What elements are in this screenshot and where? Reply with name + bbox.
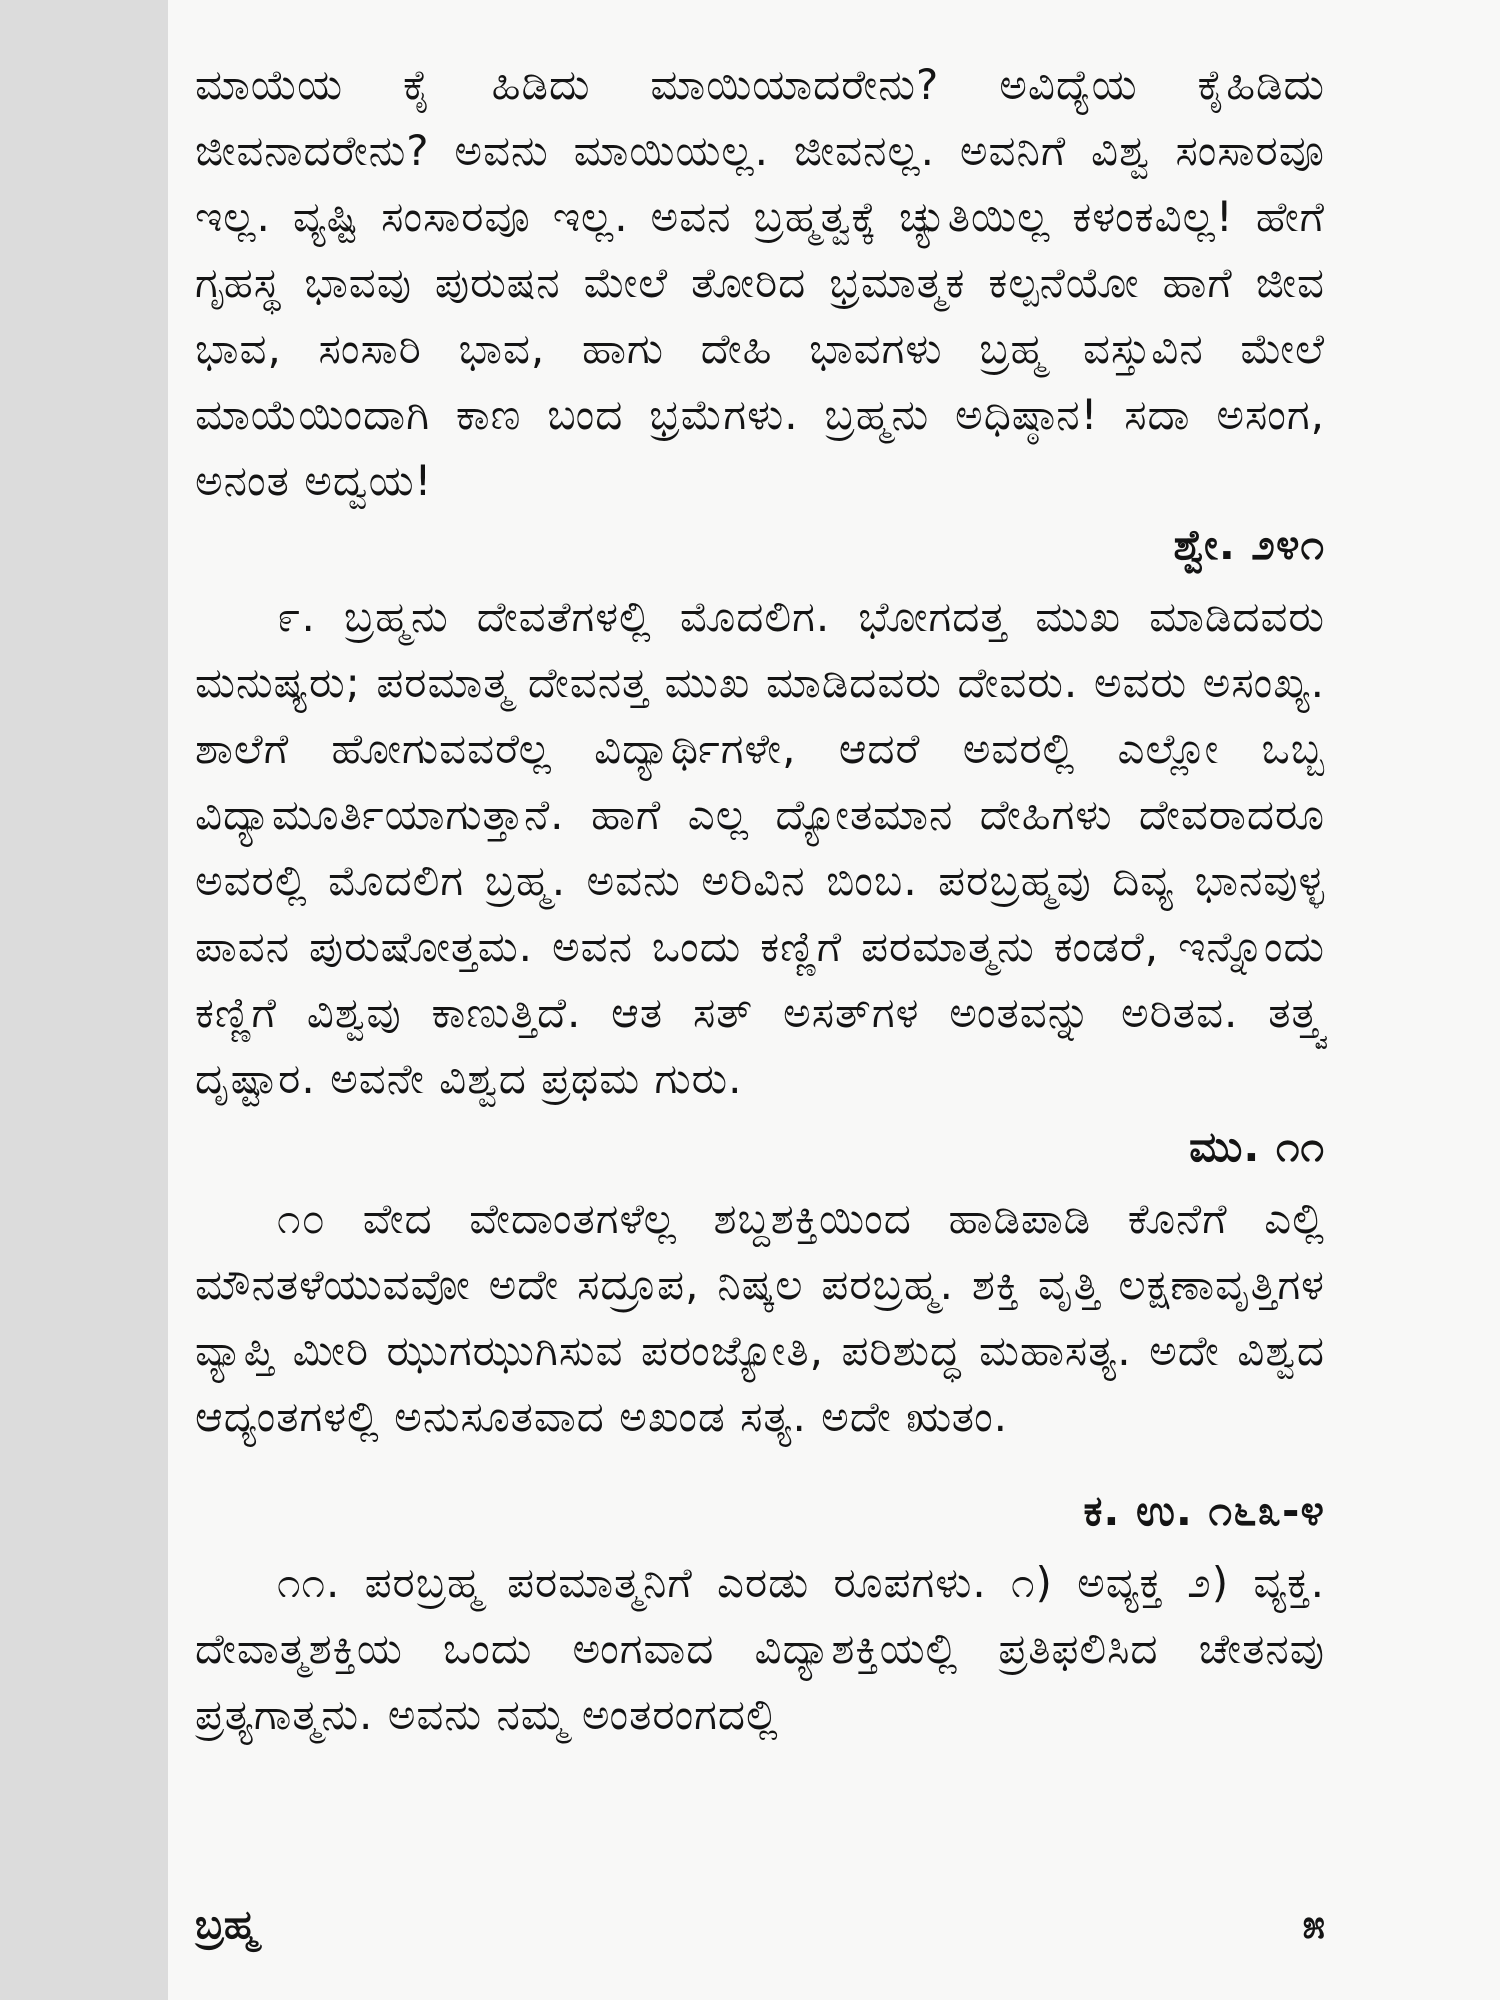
verse-reference-3: ಕ. ಉ. ೧೬೩-೪	[1083, 1486, 1325, 1535]
paragraph-11: ೧೧. ಪರಬ್ರಹ್ಮ ಪರಮಾತ್ಮನಿಗೆ ಎರಡು ರೂಪಗಳು. ೧) ಅವ್ಯಕ್ತ ೨) ವ್ಯಕ್ತ. ದೇವಾತ್ಮಶಕ್ತಿಯ ಒಂದು ಅಂಗವಾದ ವಿದ್ಯಾಶಕ್ತಿಯಲ್ಲಿ ಪ್ರತಿಫಲಿಸಿದ ಚೇತನವು ಪ್ರತ್ಯಗಾತ್ಮನು. ಅವನು ನಮ್ಮ ಅಂತರಂಗದಲ್ಲಿ	[195, 1558, 1325, 1739]
paragraph-1: ಮಾಯೆಯ ಕೈ ಹಿಡಿದು ಮಾಯಿಯಾದರೇನು? ಅವಿದ್ಯೆಯ ಕೈಹಿಡಿದು ಜೀವನಾದರೇನು? ಅವನು ಮಾಯಿಯಲ್ಲ. ಜೀವನಲ್ಲ. ಅವನಿಗೆ ವಿಶ್ವ ಸಂಸಾರವೂ ಇಲ್ಲ. ವ್ಯಷ್ಟಿ ಸಂಸಾರವೂ ಇಲ್ಲ. ಅವನ ಬ್ರಹ್ಮತ್ವಕ್ಕೆ ಚ್ಯುತಿಯಿಲ್ಲ ಕಳಂಕವಿಲ್ಲ! ಹೇಗೆ ಗೃಹಸ್ಥ ಭಾವವು ಪುರುಷನ ಮೇಲೆ ತೋರಿದ ಭ್ರಮಾತ್ಮಕ ಕಲ್ಪನೆಯೋ ಹಾಗೆ ಜೀವ ಭಾವ, ಸಂಸಾರಿ ಭಾವ, ಹಾಗು ದೇಹಿ ಭಾವಗಳು ಬ್ರಹ್ಮ ವಸ್ತುವಿನ ಮೇಲೆ ಮಾಯೆಯಿಂದಾಗಿ ಕಾಣ ಬಂದ ಭ್ರಮೆಗಳು. ಬ್ರಹ್ಮನು ಅಧಿಷ್ಠಾನ! ಸದಾ ಅಸಂಗ, ಅನಂತ ಅದ್ವಯ!	[195, 60, 1325, 505]
paragraph-9: ೯. ಬ್ರಹ್ಮನು ದೇವತೆಗಳಲ್ಲಿ ಮೊದಲಿಗ. ಭೋಗದತ್ತ ಮುಖ ಮಾಡಿದವರು ಮನುಷ್ಯರು; ಪರಮಾತ್ಮ ದೇವನತ್ತ ಮುಖ ಮಾಡಿದವರು ದೇವರು. ಅವರು ಅಸಂಖ್ಯ. ಶಾಲೆಗೆ ಹೋಗುವವರೆಲ್ಲ ವಿದ್ಯಾರ್ಥಿಗಳೇ, ಆದರೆ ಅವರಲ್ಲಿ ಎಲ್ಲೋ ಒಬ್ಬ ವಿದ್ಯಾಮೂರ್ತಿಯಾಗುತ್ತಾನೆ. ಹಾಗೆ ಎಲ್ಲ ದ್ಯೋತಮಾನ ದೇಹಿಗಳು ದೇವರಾದರೂ ಅವರಲ್ಲಿ ಮೊದಲಿಗ ಬ್ರಹ್ಮ. ಅವನು ಅರಿವಿನ ಬಿಂಬ. ಪರಬ್ರಹ್ಮವು ದಿವ್ಯ ಭಾನವುಳ್ಳ ಪಾವನ ಪುರುಷೋತ್ತಮ. ಅವನ ಒಂದು ಕಣ್ಣಿಗೆ ಪರಮಾತ್ಮನು ಕಂಡರೆ, ಇನ್ನೊಂದು ಕಣ್ಣಿಗೆ ವಿಶ್ವವು ಕಾಣುತ್ತಿದೆ. ಆತ ಸತ್ ಅಸತ್‌ಗಳ ಅಂತವನ್ನು ಅರಿತವ. ತತ್ತ್ವ ದೃಷ್ಟಾರ. ಅವನೇ ವಿಶ್ವದ ಪ್ರಥಮ ಗುರು.	[195, 592, 1325, 1103]
paragraph-10: ೧೦ ವೇದ ವೇದಾಂತಗಳೆಲ್ಲ ಶಬ್ದಶಕ್ತಿಯಿಂದ ಹಾಡಿಪಾಡಿ ಕೊನೆಗೆ ಎಲ್ಲಿ ಮೌನತಳೆಯುವವೋ ಅದೇ ಸದ್ರೂಪ, ನಿಷ್ಕಲ ಪರಬ್ರಹ್ಮ. ಶಕ್ತಿ ವೃತ್ತಿ ಲಕ್ಷಣಾವೃತ್ತಿಗಳ ವ್ಯಾಪ್ತಿ ಮೀರಿ ಝುಗಝುಗಿಸುವ ಪರಂಜ್ಯೋತಿ, ಪರಿಶುದ್ಧ ಮಹಾಸತ್ಯ. ಅದೇ ವಿಶ್ವದ ಆದ್ಯಂತಗಳಲ್ಲಿ ಅನುಸೂತವಾದ ಅಖಂಡ ಸತ್ಯ. ಅದೇ ಋತಂ.	[195, 1194, 1325, 1441]
page-number: ೫	[1302, 1902, 1325, 1948]
scan-margin	[0, 0, 168, 2000]
verse-reference-1: ಶ್ವೇ. ೨೪೧	[1173, 520, 1325, 569]
running-footer-title: ಬ್ರಹ್ಮ	[195, 1902, 257, 1948]
page-body	[195, 52, 1325, 1748]
book-page	[168, 0, 1500, 2000]
verse-reference-2: ಮು. ೧೧	[1189, 1122, 1325, 1171]
